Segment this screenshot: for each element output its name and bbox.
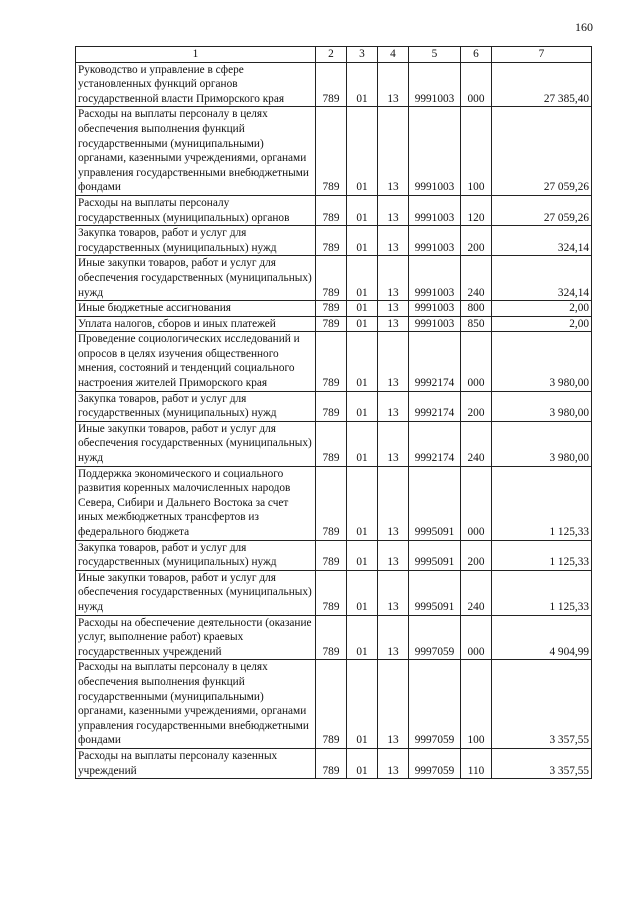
table-row: [76, 332, 592, 391]
row-section-cell: 01: [347, 256, 378, 301]
table-row: [76, 107, 592, 196]
row-name-cell: Иные закупки товаров, работ и услуг для обеспечения государственных (муниципальных) нужд: [76, 570, 316, 615]
row-subsection-cell: 13: [378, 316, 409, 332]
row-subsection-cell: 13: [378, 195, 409, 225]
row-subsection-cell: 13: [378, 540, 409, 570]
row-amount-cell: 1 125,33: [492, 540, 592, 570]
row-name-cell: Иные бюджетные ассигнования: [76, 301, 316, 317]
row-code-cell: 789: [316, 256, 347, 301]
row-section-cell: 01: [347, 660, 378, 749]
row-subsection-cell: 13: [378, 256, 409, 301]
row-target-cell: 9995091: [409, 540, 461, 570]
row-target-cell: 9991003: [409, 107, 461, 196]
row-amount-cell: 1 125,33: [492, 570, 592, 615]
row-section-cell: 01: [347, 62, 378, 107]
row-subsection-cell: 13: [378, 226, 409, 256]
row-target-cell: 9991003: [409, 301, 461, 317]
row-type-cell: 200: [461, 540, 492, 570]
row-subsection-cell: 13: [378, 332, 409, 391]
row-subsection-cell: 13: [378, 570, 409, 615]
row-section-cell: 01: [347, 107, 378, 196]
row-code-cell: 789: [316, 226, 347, 256]
table-row: [76, 615, 592, 660]
row-type-cell: 000: [461, 332, 492, 391]
row-name-cell: Расходы на выплаты персоналу в целях обеспечения выполнения функций государственными (муниципальными) органами, казенными учреждениями, органами управления государственными внебюджетными фондами: [76, 107, 316, 196]
row-amount-cell: 3 357,55: [492, 748, 592, 778]
column-header: 3: [347, 47, 378, 63]
column-header: 7: [492, 47, 592, 63]
column-header: 6: [461, 47, 492, 63]
table-row: [76, 466, 592, 540]
row-type-cell: 240: [461, 256, 492, 301]
row-target-cell: 9997059: [409, 748, 461, 778]
row-name-cell: Расходы на выплаты персоналу в целях обеспечения выполнения функций государственными (муниципальными) органами, казенными учреждениями, органами управления государственными внебюджетными фондами: [76, 660, 316, 749]
budget-table: [75, 46, 592, 779]
row-name-cell: Расходы на выплаты персоналу государственных (муниципальных) органов: [76, 195, 316, 225]
table-row: [76, 421, 592, 466]
row-type-cell: 850: [461, 316, 492, 332]
table-row: [76, 62, 592, 107]
row-target-cell: 9991003: [409, 256, 461, 301]
row-target-cell: 9991003: [409, 62, 461, 107]
row-section-cell: 01: [347, 332, 378, 391]
header-row: [76, 47, 592, 63]
row-amount-cell: 1 125,33: [492, 466, 592, 540]
column-header: 5: [409, 47, 461, 63]
table-row: [76, 226, 592, 256]
row-subsection-cell: 13: [378, 391, 409, 421]
row-section-cell: 01: [347, 748, 378, 778]
row-code-cell: 789: [316, 466, 347, 540]
row-amount-cell: 3 357,55: [492, 660, 592, 749]
row-name-cell: Иные закупки товаров, работ и услуг для обеспечения государственных (муниципальных) нужд: [76, 256, 316, 301]
row-subsection-cell: 13: [378, 301, 409, 317]
row-name-cell: Уплата налогов, сборов и иных платежей: [76, 316, 316, 332]
row-code-cell: 789: [316, 660, 347, 749]
row-section-cell: 01: [347, 391, 378, 421]
row-name-cell: Расходы на обеспечение деятельности (оказание услуг, выполнение работ) краевых государственных учреждений: [76, 615, 316, 660]
row-target-cell: 9992174: [409, 332, 461, 391]
row-type-cell: 100: [461, 107, 492, 196]
row-subsection-cell: 13: [378, 660, 409, 749]
row-type-cell: 120: [461, 195, 492, 225]
row-type-cell: 110: [461, 748, 492, 778]
row-type-cell: 240: [461, 421, 492, 466]
row-amount-cell: 3 980,00: [492, 391, 592, 421]
row-subsection-cell: 13: [378, 615, 409, 660]
row-amount-cell: 324,14: [492, 226, 592, 256]
row-amount-cell: 27 059,26: [492, 195, 592, 225]
row-amount-cell: 324,14: [492, 256, 592, 301]
row-target-cell: 9997059: [409, 615, 461, 660]
row-section-cell: 01: [347, 316, 378, 332]
row-section-cell: 01: [347, 195, 378, 225]
row-code-cell: 789: [316, 540, 347, 570]
row-type-cell: 800: [461, 301, 492, 317]
row-subsection-cell: 13: [378, 748, 409, 778]
row-target-cell: 9995091: [409, 466, 461, 540]
row-section-cell: 01: [347, 615, 378, 660]
column-header: 4: [378, 47, 409, 63]
row-amount-cell: 27 059,26: [492, 107, 592, 196]
row-target-cell: 9992174: [409, 421, 461, 466]
column-header: 1: [76, 47, 316, 63]
row-code-cell: 789: [316, 62, 347, 107]
row-section-cell: 01: [347, 226, 378, 256]
row-code-cell: 789: [316, 391, 347, 421]
row-name-cell: Поддержка экономического и социального развития коренных малочисленных народов Севера, Сибири и Дальнего Востока за счет иных межбюджетных трансфертов из федерального бюджета: [76, 466, 316, 540]
row-subsection-cell: 13: [378, 107, 409, 196]
row-name-cell: Закупка товаров, работ и услуг для государственных (муниципальных) нужд: [76, 226, 316, 256]
row-amount-cell: 2,00: [492, 316, 592, 332]
page-number: 160: [575, 20, 593, 34]
row-code-cell: 789: [316, 421, 347, 466]
row-target-cell: 9991003: [409, 195, 461, 225]
table-row: [76, 301, 592, 317]
row-type-cell: 000: [461, 466, 492, 540]
table-row: [76, 540, 592, 570]
row-code-cell: 789: [316, 748, 347, 778]
row-section-cell: 01: [347, 301, 378, 317]
row-amount-cell: 4 904,99: [492, 615, 592, 660]
row-target-cell: 9997059: [409, 660, 461, 749]
row-target-cell: 9991003: [409, 316, 461, 332]
row-section-cell: 01: [347, 466, 378, 540]
row-subsection-cell: 13: [378, 421, 409, 466]
row-target-cell: 9995091: [409, 570, 461, 615]
row-type-cell: 100: [461, 660, 492, 749]
row-code-cell: 789: [316, 316, 347, 332]
table-row: [76, 195, 592, 225]
row-amount-cell: 27 385,40: [492, 62, 592, 107]
table-row: [76, 570, 592, 615]
row-type-cell: 000: [461, 615, 492, 660]
row-code-cell: 789: [316, 570, 347, 615]
table-row: [76, 748, 592, 778]
row-subsection-cell: 13: [378, 62, 409, 107]
row-code-cell: 789: [316, 301, 347, 317]
row-code-cell: 789: [316, 195, 347, 225]
row-type-cell: 000: [461, 62, 492, 107]
row-section-cell: 01: [347, 540, 378, 570]
table-row: [76, 391, 592, 421]
row-name-cell: Закупка товаров, работ и услуг для государственных (муниципальных) нужд: [76, 391, 316, 421]
row-amount-cell: 3 980,00: [492, 332, 592, 391]
column-header: 2: [316, 47, 347, 63]
table-row: [76, 256, 592, 301]
row-name-cell: Проведение социологических исследований и опросов в целях изучения общественного мнения, состояний и тенденций социального настроения жителей Приморского края: [76, 332, 316, 391]
row-name-cell: Иные закупки товаров, работ и услуг для обеспечения государственных (муниципальных) нужд: [76, 421, 316, 466]
row-section-cell: 01: [347, 421, 378, 466]
row-target-cell: 9992174: [409, 391, 461, 421]
row-subsection-cell: 13: [378, 466, 409, 540]
row-section-cell: 01: [347, 570, 378, 615]
row-code-cell: 789: [316, 615, 347, 660]
row-code-cell: 789: [316, 107, 347, 196]
row-code-cell: 789: [316, 332, 347, 391]
row-amount-cell: 2,00: [492, 301, 592, 317]
row-name-cell: Руководство и управление в сфере установленных функций органов государственной власти Приморского края: [76, 62, 316, 107]
table-row: [76, 316, 592, 332]
row-type-cell: 240: [461, 570, 492, 615]
table-row: [76, 660, 592, 749]
row-name-cell: Расходы на выплаты персоналу казенных учреждений: [76, 748, 316, 778]
table-body: [76, 62, 592, 779]
row-target-cell: 9991003: [409, 226, 461, 256]
row-type-cell: 200: [461, 226, 492, 256]
row-amount-cell: 3 980,00: [492, 421, 592, 466]
row-name-cell: Закупка товаров, работ и услуг для государственных (муниципальных) нужд: [76, 540, 316, 570]
row-type-cell: 200: [461, 391, 492, 421]
